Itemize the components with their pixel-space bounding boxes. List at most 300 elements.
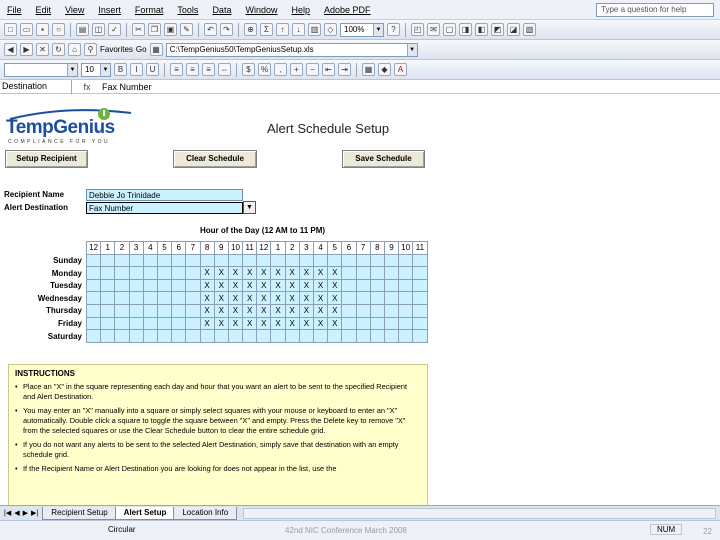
hour-header-cell: 7 [186,242,200,255]
schedule-cell[interactable] [399,317,413,330]
day-label: Monday [51,268,82,278]
go-menu[interactable]: Go [135,45,147,54]
schedule-cell[interactable] [384,279,398,292]
day-label: Tuesday [50,281,82,291]
undo-icon[interactable]: ↶ [204,23,217,36]
schedule-cell[interactable] [285,330,299,343]
schedule-cell[interactable] [172,317,186,330]
menu-insert[interactable]: Insert [98,4,121,15]
increase-decimal-icon[interactable]: + [290,63,303,76]
schedule-cell[interactable] [285,254,299,267]
merge-center-icon[interactable]: ⇔ [218,63,231,76]
schedule-cell[interactable] [87,279,101,292]
schedule-cell[interactable]: X [228,279,242,292]
chevron-down-icon: ▼ [373,24,383,36]
print-icon[interactable]: ▤ [76,23,89,36]
schedule-cell[interactable] [101,330,115,343]
sort-descending-icon[interactable]: ↓ [292,23,305,36]
schedule-cell[interactable] [143,267,157,280]
hour-header-cell: 5 [328,242,342,255]
percent-icon[interactable]: % [258,63,271,76]
schedule-cell[interactable]: X [328,292,342,305]
schedule-cell[interactable] [356,330,370,343]
pdf-icon[interactable]: ◰ [411,23,424,36]
fx-icon[interactable]: fx [83,81,91,92]
schedule-cell[interactable]: X [271,317,285,330]
schedule-cell[interactable] [115,292,129,305]
menu-help[interactable]: Help [291,4,310,15]
schedule-cell[interactable] [172,330,186,343]
day-label: Sunday [53,256,82,265]
schedule-cell[interactable] [399,330,413,343]
address-field[interactable] [166,43,418,57]
schedule-cell[interactable] [370,279,384,292]
schedule-cell[interactable]: X [328,267,342,280]
schedule-cell[interactable] [172,267,186,280]
fill-color-icon[interactable]: ◆ [378,63,391,76]
schedule-cell[interactable]: X [243,304,257,317]
schedule-cell[interactable] [214,330,228,343]
schedule-cell[interactable] [101,254,115,267]
schedule-cell[interactable] [101,267,115,280]
schedule-cell[interactable]: X [271,279,285,292]
hour-header-cell: 8 [370,242,384,255]
schedule-cell[interactable] [115,279,129,292]
schedule-cell[interactable] [342,267,356,280]
paste-icon[interactable]: ▣ [164,23,177,36]
hour-header-cell: 6 [342,242,356,255]
schedule-cell[interactable] [399,267,413,280]
drawing-icon[interactable]: ◇ [324,23,337,36]
review-icon[interactable]: ◨ [459,23,472,36]
schedule-cell[interactable] [101,317,115,330]
home-icon[interactable]: ⌂ [68,43,81,56]
clear-schedule-button[interactable]: Clear Schedule [173,150,257,168]
schedule-cell[interactable]: X [314,292,328,305]
autosum-icon[interactable]: Σ [260,23,273,36]
hour-header-cell: 7 [356,242,370,255]
schedule-cell[interactable] [228,330,242,343]
currency-icon[interactable]: $ [242,63,255,76]
borders-icon[interactable]: ▦ [362,63,375,76]
schedule-cell[interactable] [172,279,186,292]
last-sheet-icon[interactable]: ▶| [30,510,39,517]
instruction-item: • If the Recipient Name or Alert Destination you are looking for does not appear in the list, use the [15,464,421,474]
schedule-cell[interactable] [328,330,342,343]
schedule-cell[interactable] [370,292,384,305]
toolbar-separator [126,23,127,37]
menu-view[interactable]: View [65,4,85,15]
schedule-cell[interactable] [356,279,370,292]
toolbar-separator [405,23,406,37]
schedule-cell[interactable]: X [314,279,328,292]
schedule-cell[interactable] [257,254,271,267]
save-schedule-button[interactable]: Save Schedule [342,150,425,168]
schedule-cell[interactable] [129,292,143,305]
schedule-cell[interactable]: X [200,292,214,305]
menu-edit[interactable]: Edit [35,4,52,15]
hour-axis-title: Hour of the Day (12 AM to 11 PM) [200,226,326,235]
schedule-cell[interactable] [200,254,214,267]
schedule-cell[interactable] [413,330,427,343]
hour-header-cell: 12 [257,242,271,255]
schedule-cell[interactable] [186,267,200,280]
schedule-cell[interactable]: X [228,292,242,305]
font-size-select[interactable] [81,63,111,77]
schedule-cell[interactable]: X [271,304,285,317]
schedule-cell[interactable] [115,317,129,330]
next-sheet-icon[interactable]: ▶ [22,510,28,517]
schedule-cell[interactable]: X [314,304,328,317]
new-icon[interactable]: □ [4,23,17,36]
status-bar [0,520,720,540]
schedule-cell[interactable]: X [243,292,257,305]
schedule-cell[interactable] [129,317,143,330]
schedule-cell[interactable] [356,292,370,305]
favorites-menu[interactable]: Favorites [100,45,133,54]
hour-header-cell: 4 [314,242,328,255]
open-icon[interactable]: ▭ [20,23,33,36]
schedule-cell[interactable] [172,254,186,267]
schedule-cell[interactable]: X [228,317,242,330]
schedule-cell[interactable] [115,254,129,267]
cut-icon[interactable]: ✂ [132,23,145,36]
schedule-cell[interactable] [129,279,143,292]
schedule-cell[interactable] [342,279,356,292]
schedule-cell[interactable] [413,292,427,305]
schedule-cell[interactable] [370,267,384,280]
schedule-cell[interactable] [87,317,101,330]
toolbar-separator [198,23,199,37]
menu-tools[interactable]: Tools [177,4,199,15]
schedule-cell[interactable] [143,317,157,330]
font-color-icon[interactable]: A [394,63,407,76]
hour-header-row [87,242,428,255]
align-center-icon[interactable]: ≡ [186,63,199,76]
schedule-cell[interactable] [342,330,356,343]
schedule-cell[interactable] [399,304,413,317]
schedule-cell[interactable] [243,254,257,267]
schedule-cell[interactable] [370,304,384,317]
schedule-cell[interactable] [115,330,129,343]
save-icon[interactable]: ▪ [36,23,49,36]
schedule-cell[interactable]: X [228,304,242,317]
show-icon[interactable]: ◧ [475,23,488,36]
show-only-web-icon[interactable]: ▦ [150,43,163,56]
schedule-cell[interactable] [143,330,157,343]
schedule-cell[interactable]: X [285,317,299,330]
back-icon[interactable]: ◀ [4,43,17,56]
schedule-cell[interactable]: X [299,317,313,330]
format-painter-icon[interactable]: ✎ [180,23,193,36]
schedule-cell[interactable] [356,317,370,330]
schedule-cell[interactable]: X [285,304,299,317]
schedule-cell[interactable] [342,317,356,330]
schedule-cell[interactable] [299,330,313,343]
schedule-cell[interactable] [157,330,171,343]
schedule-cell[interactable]: X [214,292,228,305]
schedule-cell[interactable] [157,279,171,292]
chart-wizard-icon[interactable]: ▥ [308,23,321,36]
zoom-select[interactable] [340,23,384,37]
help-search-input[interactable]: Type a question for help [596,3,714,17]
schedule-cell[interactable] [399,254,413,267]
schedule-cell[interactable] [384,254,398,267]
schedule-cell[interactable] [214,254,228,267]
zoom-value: 100% [344,24,365,34]
forward-icon[interactable]: ▶ [20,43,33,56]
schedule-cell[interactable] [370,254,384,267]
schedule-cell[interactable] [314,330,328,343]
schedule-cell[interactable]: X [243,317,257,330]
track-icon[interactable]: ◩ [491,23,504,36]
comma-icon[interactable]: , [274,63,287,76]
schedule-cell[interactable] [356,304,370,317]
accept-icon[interactable]: ◪ [507,23,520,36]
schedule-cell[interactable]: X [285,279,299,292]
schedule-cell[interactable]: X [285,267,299,280]
schedule-cell[interactable] [101,292,115,305]
schedule-cell[interactable]: X [243,279,257,292]
schedule-cell[interactable] [129,254,143,267]
spelling-icon[interactable]: ✓ [108,23,121,36]
help-icon[interactable]: ? [387,23,400,36]
schedule-row [87,267,428,280]
instruction-item: • If you do not want any alerts to be sent to the selected Alert Destination, simply save that destination with an empty schedule grid. [15,440,421,460]
schedule-cell[interactable] [384,304,398,317]
schedule-cell[interactable] [87,292,101,305]
schedule-cell[interactable]: X [271,292,285,305]
schedule-cell[interactable]: X [228,267,242,280]
schedule-cell[interactable] [413,317,427,330]
bold-icon[interactable]: B [114,63,127,76]
schedule-cell[interactable] [271,254,285,267]
hour-header-cell: 10 [228,242,242,255]
schedule-cell[interactable]: X [200,267,214,280]
menu-data[interactable]: Data [212,4,232,15]
refresh-icon[interactable]: ↻ [52,43,65,56]
schedule-cell[interactable] [413,254,427,267]
schedule-cell[interactable] [257,330,271,343]
schedule-cell[interactable]: X [314,267,328,280]
schedule-cell[interactable]: X [200,279,214,292]
schedule-cell[interactable] [87,330,101,343]
schedule-cell[interactable] [143,292,157,305]
chevron-down-icon: ▼ [100,64,110,76]
menu-window[interactable]: Window [245,4,278,15]
increase-indent-icon[interactable]: ⇥ [338,63,351,76]
menu-format[interactable]: Format [134,4,164,15]
schedule-cell[interactable] [384,267,398,280]
font-name-select[interactable] [4,63,78,77]
schedule-cell[interactable]: X [200,304,214,317]
schedule-cell[interactable]: X [214,267,228,280]
menu-adobe-pdf[interactable]: Adobe PDF [323,4,371,15]
first-sheet-icon[interactable]: |◀ [4,510,12,517]
logo-tagline: COMPLIANCE FOR YOU [8,139,111,145]
schedule-cell[interactable] [384,330,398,343]
schedule-cell[interactable]: X [299,304,313,317]
align-right-icon[interactable]: ≡ [202,63,215,76]
hyperlink-icon[interactable]: ⊕ [244,23,257,36]
schedule-cell[interactable] [314,254,328,267]
hour-header-cell: 12 [87,242,101,255]
schedule-cell[interactable] [143,304,157,317]
redo-icon[interactable]: ↷ [220,23,233,36]
prev-sheet-icon[interactable]: ◀ [14,510,20,517]
comment-icon[interactable]: ▢ [443,23,456,36]
copy-icon[interactable]: ❐ [148,23,161,36]
search-web-icon[interactable]: ⚲ [84,43,97,56]
tab-recipient-setup[interactable]: Recipient Setup [42,507,116,520]
alert-destination-label: Alert Destination [4,203,69,212]
address-value: C:\TempGenius50\TempGeniusSetup.xls [169,44,314,54]
toolbar-separator [164,63,165,77]
schedule-cell[interactable] [299,254,313,267]
web-toolbar [0,40,720,60]
day-label: Friday [57,319,82,328]
chevron-down-icon[interactable]: ▼ [243,201,256,214]
schedule-cell[interactable]: X [257,317,271,330]
schedule-cell[interactable]: X [257,304,271,317]
schedule-cell[interactable] [228,254,242,267]
schedule-cell[interactable]: X [314,317,328,330]
schedule-cell[interactable]: X [328,304,342,317]
schedule-cell[interactable] [328,254,342,267]
schedule-cell[interactable] [370,330,384,343]
schedule-cell[interactable] [399,292,413,305]
schedule-cell[interactable] [271,330,285,343]
schedule-cell[interactable] [186,292,200,305]
toolbar-separator [238,23,239,37]
schedule-cell[interactable] [157,267,171,280]
permission-icon[interactable]: ○ [52,23,65,36]
tab-navigation [0,509,42,517]
underline-icon[interactable]: U [146,63,159,76]
schedule-cell[interactable] [342,254,356,267]
schedule-cell[interactable]: X [271,267,285,280]
standard-toolbar [0,20,720,40]
schedule-cell[interactable] [129,267,143,280]
schedule-cell[interactable] [413,279,427,292]
schedule-cell[interactable] [200,330,214,343]
chevron-down-icon: ▼ [407,44,417,56]
schedule-cell[interactable] [143,279,157,292]
alert-destination-select[interactable]: Fax Number [86,202,243,214]
schedule-cell[interactable] [356,254,370,267]
schedule-cell[interactable]: X [299,267,313,280]
schedule-cell[interactable]: X [257,279,271,292]
schedule-cell[interactable]: X [257,292,271,305]
recipient-name-field[interactable]: Debbie Jo Trinidade [86,189,243,201]
schedule-cell[interactable] [157,292,171,305]
page-title: Alert Schedule Setup [267,121,390,136]
schedule-cell[interactable] [384,292,398,305]
formatting-toolbar [0,60,720,80]
horizontal-scrollbar[interactable] [243,508,716,519]
name-box[interactable]: Destination [0,80,72,94]
schedule-cell[interactable] [129,330,143,343]
schedule-cell[interactable] [342,304,356,317]
hour-header-cell: 6 [172,242,186,255]
schedule-cell[interactable] [356,267,370,280]
schedule-cell[interactable] [115,267,129,280]
schedule-cell[interactable]: X [328,317,342,330]
schedule-cell[interactable]: X [299,292,313,305]
schedule-cell[interactable] [143,254,157,267]
decrease-indent-icon[interactable]: ⇤ [322,63,335,76]
schedule-cell[interactable] [157,304,171,317]
schedule-cell[interactable] [186,304,200,317]
schedule-cell[interactable] [157,317,171,330]
schedule-cell[interactable]: X [328,279,342,292]
schedule-cell[interactable] [129,304,143,317]
tab-location-info[interactable]: Location Info [173,507,237,520]
schedule-cell[interactable] [186,330,200,343]
schedule-cell[interactable] [101,304,115,317]
sort-ascending-icon[interactable]: ↑ [276,23,289,36]
schedule-cell[interactable]: X [243,267,257,280]
font-size-value: 10 [85,64,94,74]
schedule-cell[interactable] [413,304,427,317]
schedule-cell[interactable] [186,279,200,292]
schedule-cell[interactable] [157,254,171,267]
schedule-cell[interactable]: X [200,317,214,330]
schedule-cell[interactable] [186,317,200,330]
schedule-cell[interactable] [115,304,129,317]
hour-header-cell: 9 [384,242,398,255]
italic-icon[interactable]: I [130,63,143,76]
tempgenius-logo [6,103,141,143]
schedule-cell[interactable] [243,330,257,343]
schedule-cell[interactable] [413,267,427,280]
schedule-cell[interactable] [87,304,101,317]
decrease-decimal-icon[interactable]: − [306,63,319,76]
schedule-cell[interactable] [342,292,356,305]
formula-content[interactable]: Fax Number [102,81,152,92]
instructions-list [15,382,421,474]
schedule-cell[interactable]: X [214,279,228,292]
schedule-cell[interactable] [370,317,384,330]
schedule-cell[interactable]: X [285,292,299,305]
menu-file[interactable]: File [7,4,22,15]
schedule-cell[interactable] [172,292,186,305]
print-preview-icon[interactable]: ◫ [92,23,105,36]
schedule-cell[interactable] [186,254,200,267]
slide-footer: 42nd NIC Conference March 2008 [285,526,407,535]
stop-icon[interactable]: ✕ [36,43,49,56]
status-text: Circular [108,525,136,534]
schedule-cell[interactable] [384,317,398,330]
schedule-cell[interactable]: X [257,267,271,280]
schedule-cell[interactable]: X [214,317,228,330]
schedule-cell[interactable] [172,304,186,317]
schedule-cell[interactable] [399,279,413,292]
toolbar-separator [356,63,357,77]
schedule-cell[interactable]: X [214,304,228,317]
reject-icon[interactable]: ▧ [523,23,536,36]
instruction-item: • Place an "X" in the square representing each day and hour that you want an alert to be sent to the specified Recipient and Alert Destination. [15,382,421,402]
schedule-cell[interactable] [101,279,115,292]
schedule-cell[interactable] [87,267,101,280]
schedule-cell[interactable]: X [299,279,313,292]
setup-recipient-button[interactable]: Setup Recipient [5,150,88,168]
pdf-mail-icon[interactable]: ✉ [427,23,440,36]
schedule-cell[interactable] [87,254,101,267]
instruction-item: • You may enter an "X" manually into a square or simply select squares with your mouse or keyboard to enter an "X" automatically. Double click a square to toggle the square between "X" and empty. Press the Delete key to remove "X" from the selected squares or use the Clear Schedule button to clear the entire schedule grid. [15,406,421,436]
tab-alert-setup[interactable]: Alert Setup [115,507,176,520]
align-left-icon[interactable]: ≡ [170,63,183,76]
